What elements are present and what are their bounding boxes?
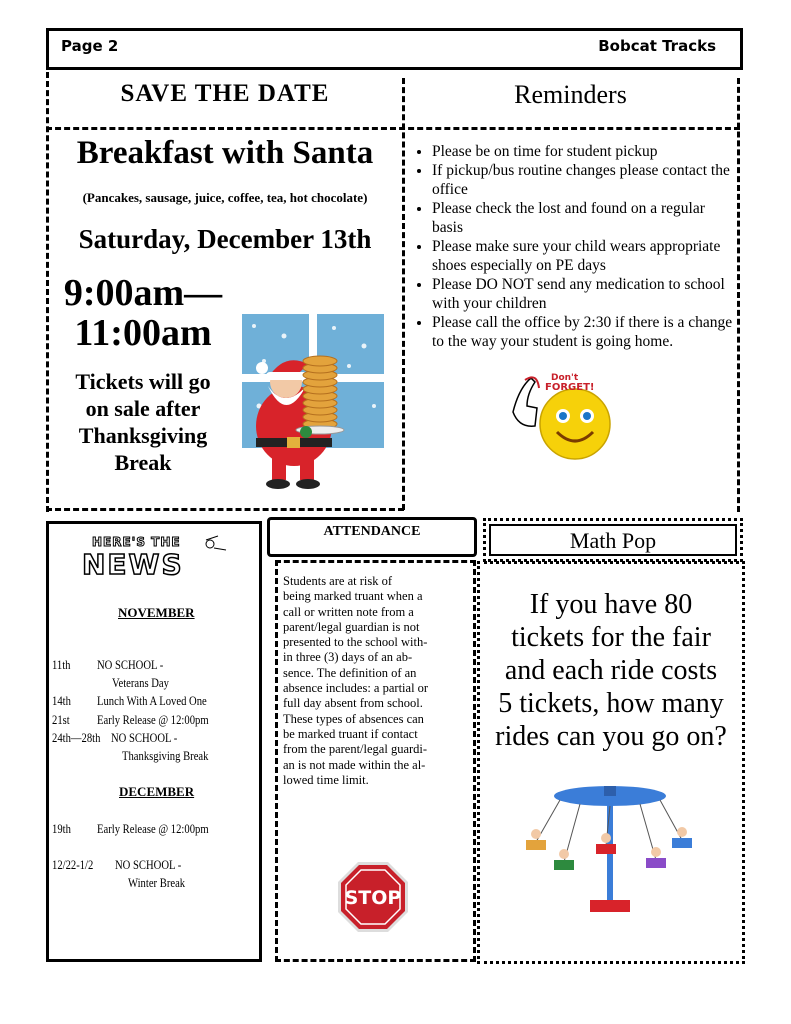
event-title: Breakfast with Santa	[76, 135, 374, 171]
reminder-item: • Please call the office by 2:30 if there is a change to the way your student is going home.	[432, 313, 734, 351]
news-dec-text: NO SCHOOL -	[115, 858, 182, 872]
news-nov-date: 14th	[52, 694, 71, 708]
attendance-line: full day absent from school.	[283, 696, 423, 711]
page-header	[46, 28, 743, 70]
heading-divider	[46, 127, 740, 130]
svg-text:FORGET!: FORGET!	[545, 382, 595, 393]
news-nov-cont: Thanksgiving Break	[122, 749, 209, 763]
tickets-line: Thanksgiving	[78, 423, 208, 448]
news-nov-date: 11th	[52, 658, 71, 672]
news-december-heading: DECEMBER	[119, 784, 195, 799]
math-pop-header	[483, 518, 743, 562]
tickets-line: Break	[114, 450, 172, 475]
stop-sign-icon	[336, 860, 410, 934]
math-question-line: rides can you go on?	[495, 721, 727, 752]
bottom-divider	[46, 508, 404, 511]
math-question-line: 5 tickets, how many	[498, 688, 724, 719]
newsletter-title: Bobcat Tracks	[598, 37, 716, 55]
news-nov-text: NO SCHOOL -	[111, 731, 178, 745]
svg-text:NEWS: NEWS	[82, 548, 184, 580]
attendance-line: in three (3) days of an ab-	[283, 650, 413, 665]
save-the-date-heading: SAVE THE DATE	[120, 80, 330, 107]
news-logo	[78, 532, 238, 580]
tickets-note	[48, 368, 238, 476]
reminder-item: • Please be on time for student pickup	[432, 142, 734, 161]
reminder-item: • Please check the lost and found on a regular basis	[432, 199, 734, 237]
reminder-item: • If pickup/bus routine changes please contact the office	[432, 161, 734, 199]
swing-ride-illustration	[520, 782, 700, 918]
attendance-line: presented to the school with-	[283, 635, 428, 650]
reminder-item: • Please make sure your child wears appropriate shoes especially on PE days	[432, 237, 734, 275]
math-question-line: If you have 80	[529, 589, 693, 620]
event-date: Saturday, December 13th	[78, 224, 372, 254]
svg-text:Don't: Don't	[551, 373, 579, 383]
reminder-item: • Please DO NOT send any medication to school with your children	[432, 275, 734, 313]
dont-forget-smiley-icon	[505, 368, 617, 462]
attendance-line: from the parent/legal guardi-	[283, 742, 428, 757]
tickets-line: on sale after	[85, 396, 201, 421]
news-dec-date: 19th	[52, 822, 71, 836]
event-time	[48, 273, 238, 353]
tickets-line: Tickets will go	[75, 369, 211, 394]
reminders-heading: Reminders	[514, 80, 627, 109]
news-nov-text: Lunch With A Loved One	[97, 694, 207, 708]
news-dec-cont: Winter Break	[128, 876, 186, 890]
event-time-end: 11:00am	[74, 312, 212, 354]
news-november-heading: NOVEMBER	[118, 605, 195, 620]
math-question-line: tickets for the fair	[511, 622, 711, 653]
attendance-line: parent/legal guardian is not	[283, 619, 420, 634]
news-nov-text: Early Release @ 12:00pm	[97, 713, 209, 727]
attendance-line: call or written note from a	[283, 604, 414, 619]
attendance-line: Students are at risk of	[283, 574, 393, 588]
math-pop-heading: Math Pop	[569, 528, 657, 553]
news-nov-date: 24th—28th	[52, 731, 101, 745]
reminders-list	[406, 142, 734, 351]
right-border	[737, 78, 740, 512]
attendance-text	[283, 574, 473, 788]
event-time-start: 9:00am—	[63, 272, 223, 314]
news-nov-date: 21st	[52, 713, 70, 727]
attendance-line: an is not made within the al-	[283, 757, 426, 772]
attendance-line: sence. The definition of an	[283, 665, 417, 680]
news-nov-text: NO SCHOOL -	[97, 658, 164, 672]
attendance-heading: ATTENDANCE	[323, 524, 421, 539]
attendance-line: being marked truant when a	[283, 589, 423, 604]
event-menu: (Pancakes, sausage, juice, coffee, tea, hot chocolate)	[82, 190, 368, 205]
center-divider	[402, 78, 405, 510]
attendance-line: be marked truant if contact	[283, 726, 418, 741]
news-dec-date: 12/22-1/2	[52, 858, 94, 872]
math-question-line: and each ride costs	[504, 655, 718, 686]
page-number: Page 2	[61, 37, 119, 55]
santa-pancakes-illustration	[234, 306, 394, 490]
attendance-line: These types of absences can	[283, 711, 424, 726]
news-dec-text: Early Release @ 12:00pm	[97, 822, 209, 836]
svg-text:HERE'S THE: HERE'S THE	[92, 535, 181, 549]
math-question	[478, 588, 744, 753]
attendance-line: lowed time limit.	[283, 772, 369, 787]
news-nov-cont: Veterans Day	[112, 676, 169, 690]
stop-sign-text: STOP	[344, 887, 402, 909]
attendance-header	[267, 517, 477, 557]
attendance-line: absence includes: a partial or	[283, 681, 429, 696]
